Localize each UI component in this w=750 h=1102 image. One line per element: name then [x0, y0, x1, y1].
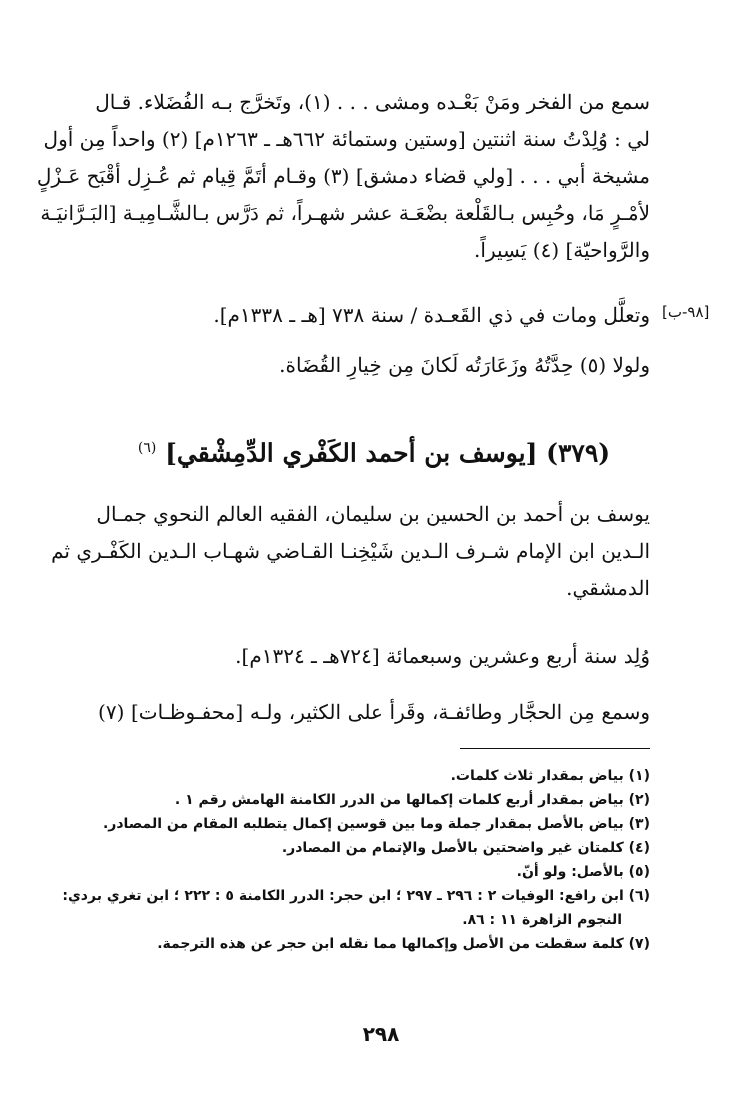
text-line: يوسف بن أحمد بن الحسين بن سليمان، الفقيه العالم النحوي جمـال: [96, 502, 650, 526]
footnotes-list: [62, 764, 650, 956]
paragraph-studies: [98, 694, 650, 731]
entry-heading: [98, 428, 650, 473]
footnote-item: (٦) ابن رافع: الوفيات ٢ : ٢٩٦ ـ ٢٩٧ ؛ ابن حجر: الدرر الكامنة ٥ : ٢٢٢ ؛ ابن تغري بردي:: [62, 888, 650, 904]
entry-heading-footnote-ref: (٦): [137, 440, 157, 456]
text-line: لي : وُلِدْتُ سنة اثنتين [وستين وستمائة ٦٦٢هـ ـ ١٢٦٣م] (٢) واحداً مِن أول: [43, 127, 650, 151]
footnote-item: (٣) بياض بالأصل بمقدار جملة وما بين قوسين إكمال يتطلبه المقام من المصادر.: [102, 816, 650, 832]
paragraph-name-lineage: [51, 496, 650, 607]
footnote-item: (١) بياض بمقدار ثلاث كلمات.: [450, 768, 650, 784]
text-line: لأمْـرٍ مَا، وحُبِس بـالقَلْعة بضْعَـة عشر شهـراً، ثم دَرَّس بـالشَّـامِيـة [البَـرَّانيَـة: [40, 201, 650, 225]
text-line: الدمشقي.: [566, 576, 650, 600]
text-line: وُلِد سنة أربع وعشرين وسبعمائة [٧٢٤هـ ـ ١٣٢٤م].: [235, 644, 650, 668]
footnote-item-continuation: النجوم الزاهرة ١١ : ٨٦.: [462, 912, 622, 928]
manuscript-folio-marker: [٩٨-ب]: [662, 303, 710, 321]
footnote-item: (٤) كلمتان غير واضحتين بالأصل والإتمام من المصادر.: [281, 840, 650, 856]
text-line: مشيخة أبي . . . [ولي قضاء دمشق] (٣) وقـام أتَمَّ قِيام ثم عُـزِل أقْبَح عَـزْلٍ: [36, 164, 650, 188]
footnote-item: (٧) كلمة سقطت من الأصل وإكمالها مما نقله ابن حجر عن هذه الترجمة.: [157, 936, 650, 952]
text-line: سمع من الفخر ومَنْ بَعْـده ومشى . . . (١)، وتَخرَّج بـه الفُضَلاء. قـال: [95, 90, 650, 114]
paragraph-biography-continuation: [36, 84, 650, 269]
text-line: الـدين ابن الإمام شـرف الـدين شَيْخِنـا القـاضي شهـاب الـدين الكَفْـري ثم: [51, 539, 650, 563]
paragraph-birth: [98, 638, 650, 675]
text-line: وتعلَّل ومات في ذي القَعـدة / سنة ٧٣٨ [هـ ـ ١٣٣٨م].: [213, 303, 650, 327]
text-line: والرَّواحيّة] (٤) يَسِيراً.: [474, 238, 650, 262]
paragraph-character: [98, 347, 650, 384]
footnote-item: (٥) بالأصل: ولو أنّ.: [516, 864, 650, 880]
entry-heading-title: (٣٧٩) [يوسف بن أحمد الكَفْري الدِّمِشْقي]: [165, 438, 611, 468]
page-number: ٢٩٨: [362, 1022, 400, 1046]
text-line: ولولا (٥) حِدَّتُهُ وزَعَارَتُه لَكانَ مِن خِيارِ القُضَاة.: [279, 353, 650, 377]
paragraph-death: [98, 297, 650, 334]
footnote-separator: [460, 748, 650, 749]
text-line: وسمع مِن الحجَّار وطائفـة، وقَرأ على الكثير، ولـه [محفـوظـات] (٧): [98, 700, 650, 724]
footnote-item: (٢) بياض بمقدار أربع كلمات إكمالها من الدرر الكامنة الهامش رقم ١ .: [174, 792, 650, 808]
